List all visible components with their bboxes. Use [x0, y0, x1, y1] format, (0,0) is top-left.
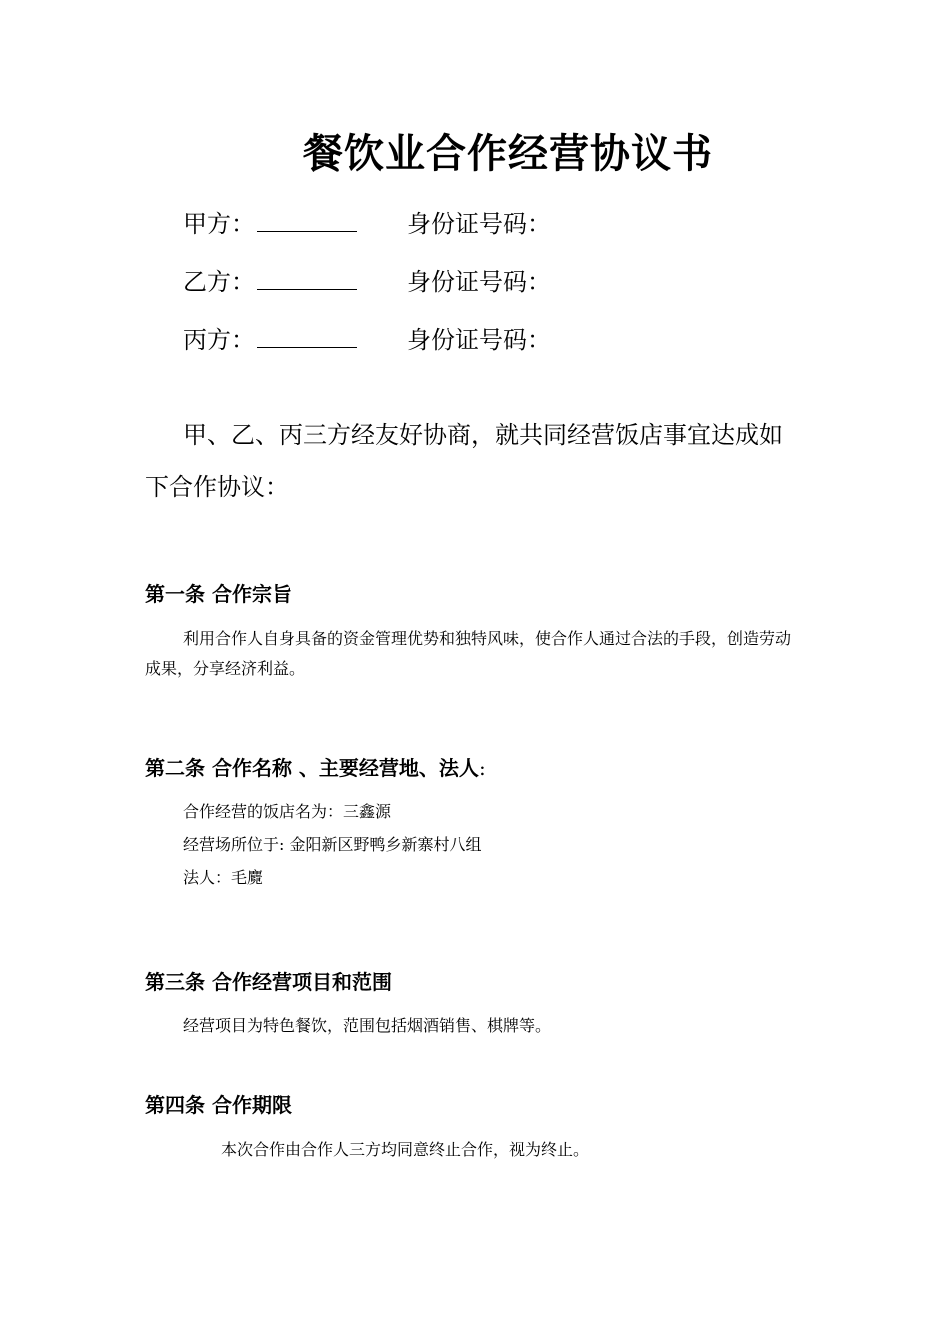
party-c-row — [183, 323, 551, 357]
article-4-body: 本次合作由合作人三方均同意终止合作，视为终止。 — [221, 1140, 590, 1159]
party-c-id-label: 身份证号码： — [407, 326, 551, 354]
article-2-line-legal-person: 法人：毛麑 — [183, 868, 264, 887]
article-1-heading: 第一条 合作宗旨 — [145, 582, 292, 606]
article-2-heading-colon: : — [478, 756, 486, 780]
article-3-body: 经营项目为特色餐饮，范围包括烟酒销售、棋牌等。 — [183, 1016, 552, 1035]
party-a-name-blank — [257, 209, 357, 232]
party-b-label: 乙方： — [183, 268, 255, 296]
party-b-row — [183, 265, 551, 299]
intro-paragraph: 甲、乙、丙三方经友好协商，就共同经营饭店事宜达成如下合作协议： — [145, 421, 783, 501]
party-b-name-blank — [257, 267, 357, 290]
party-a-row — [183, 207, 551, 241]
article-3-heading: 第三条 合作经营项目和范围 — [145, 970, 392, 994]
party-a-id-label: 身份证号码： — [407, 210, 551, 238]
party-a-label: 甲方： — [183, 210, 255, 238]
article-2-line-location: 经营场所位于: 金阳新区野鸭乡新寨村八组 — [183, 835, 482, 854]
document-title: 餐饮业合作经营协议书 — [303, 130, 713, 177]
article-2-heading — [145, 753, 486, 783]
article-4-heading: 第四条 合作期限 — [145, 1093, 292, 1117]
party-c-name-blank — [257, 325, 357, 348]
article-1-body: 利用合作人自身具备的资金管理优势和独特风味，使合作人通过合法的手段，创造劳动成果，分享经济利益。 — [145, 629, 792, 678]
article-2-heading-text: 第二条 合作名称 、主要经营地、法人 — [145, 756, 479, 780]
party-c-label: 丙方： — [183, 326, 255, 354]
article-2-line-restaurant-name: 合作经营的饭店名为：三鑫源 — [183, 802, 392, 821]
party-b-id-label: 身份证号码： — [407, 268, 551, 296]
